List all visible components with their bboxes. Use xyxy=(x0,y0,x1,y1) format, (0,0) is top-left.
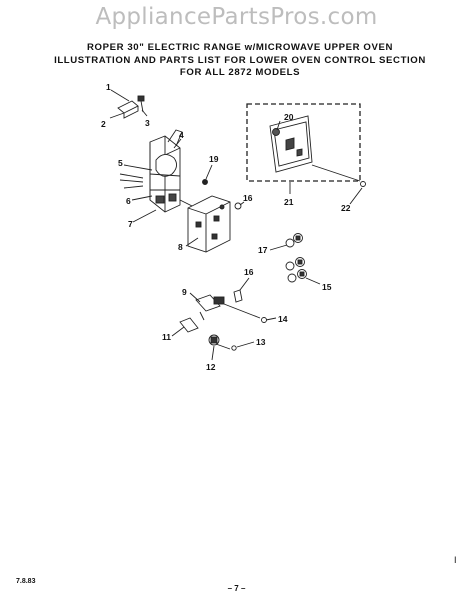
edge-mark: I xyxy=(454,555,457,565)
callout-13: 13 xyxy=(256,337,266,347)
leader-22-a xyxy=(312,165,360,181)
part-control-switch xyxy=(120,130,192,212)
title-line-1: ROPER 30" ELECTRIC RANGE w/MICROWAVE UPPER OVEN xyxy=(86,42,394,53)
leader-12 xyxy=(212,346,214,360)
callout-3: 3 xyxy=(145,118,150,128)
part-screw-22 xyxy=(361,182,366,187)
leader-9 xyxy=(190,293,200,302)
callout-8: 8 xyxy=(178,242,183,252)
leader-22-b xyxy=(350,188,362,204)
part-mounting-bracket xyxy=(188,196,230,252)
callout-21: 21 xyxy=(284,197,294,207)
callout-20: 20 xyxy=(284,112,294,122)
callout-7: 7 xyxy=(128,219,133,229)
part-knobs xyxy=(286,234,307,283)
part-clamp-bracket xyxy=(118,96,144,118)
callout-11: 11 xyxy=(162,332,171,342)
callout-17: 17 xyxy=(258,245,268,255)
callout-16: 16 xyxy=(244,267,254,277)
dashed-inset-box xyxy=(247,104,360,181)
callout-5: 5 xyxy=(118,158,123,168)
title-line-3: FOR ALL 2872 MODELS xyxy=(179,67,301,78)
leader-17 xyxy=(270,245,287,250)
callout-14: 14 xyxy=(278,314,288,324)
title-line-2: ILLUSTRATION AND PARTS LIST FOR LOWER OVEN CONTROL SECTION xyxy=(54,54,426,66)
leader-3 xyxy=(142,110,147,116)
leader-1 xyxy=(111,90,129,101)
leader-11 xyxy=(172,327,184,336)
watermark-text: AppliancePartsPros.com xyxy=(95,4,378,30)
print-date: 7.8.83 xyxy=(16,578,36,585)
callout-6: 6 xyxy=(126,196,131,206)
part-pin-16 xyxy=(234,290,242,302)
leader-14 xyxy=(266,318,276,320)
leader-15 xyxy=(306,278,320,284)
callout-2: 2 xyxy=(101,119,106,129)
leader-2 xyxy=(110,113,124,118)
leader-16 xyxy=(240,278,249,290)
callout-15: 15 xyxy=(322,282,332,292)
callout-12: 12 xyxy=(206,362,216,372)
callout-18: 16 xyxy=(243,193,253,203)
part-clip xyxy=(235,203,241,209)
part-hinge-assembly xyxy=(196,295,267,323)
part-screw-19 xyxy=(203,180,208,185)
leader-13 xyxy=(237,342,254,347)
leader-6 xyxy=(132,196,152,200)
part-lower-switch xyxy=(180,318,236,350)
callout-4: 4 xyxy=(179,130,184,140)
callout-19: 19 xyxy=(209,154,219,164)
callout-1: 1 xyxy=(106,82,111,92)
leader-19 xyxy=(206,165,212,179)
callout-9: 9 xyxy=(182,287,187,297)
leader-7 xyxy=(133,210,156,222)
leader-5 xyxy=(124,165,152,170)
callout-22: 22 xyxy=(341,203,351,213)
page-number: – 7 – xyxy=(227,584,246,593)
